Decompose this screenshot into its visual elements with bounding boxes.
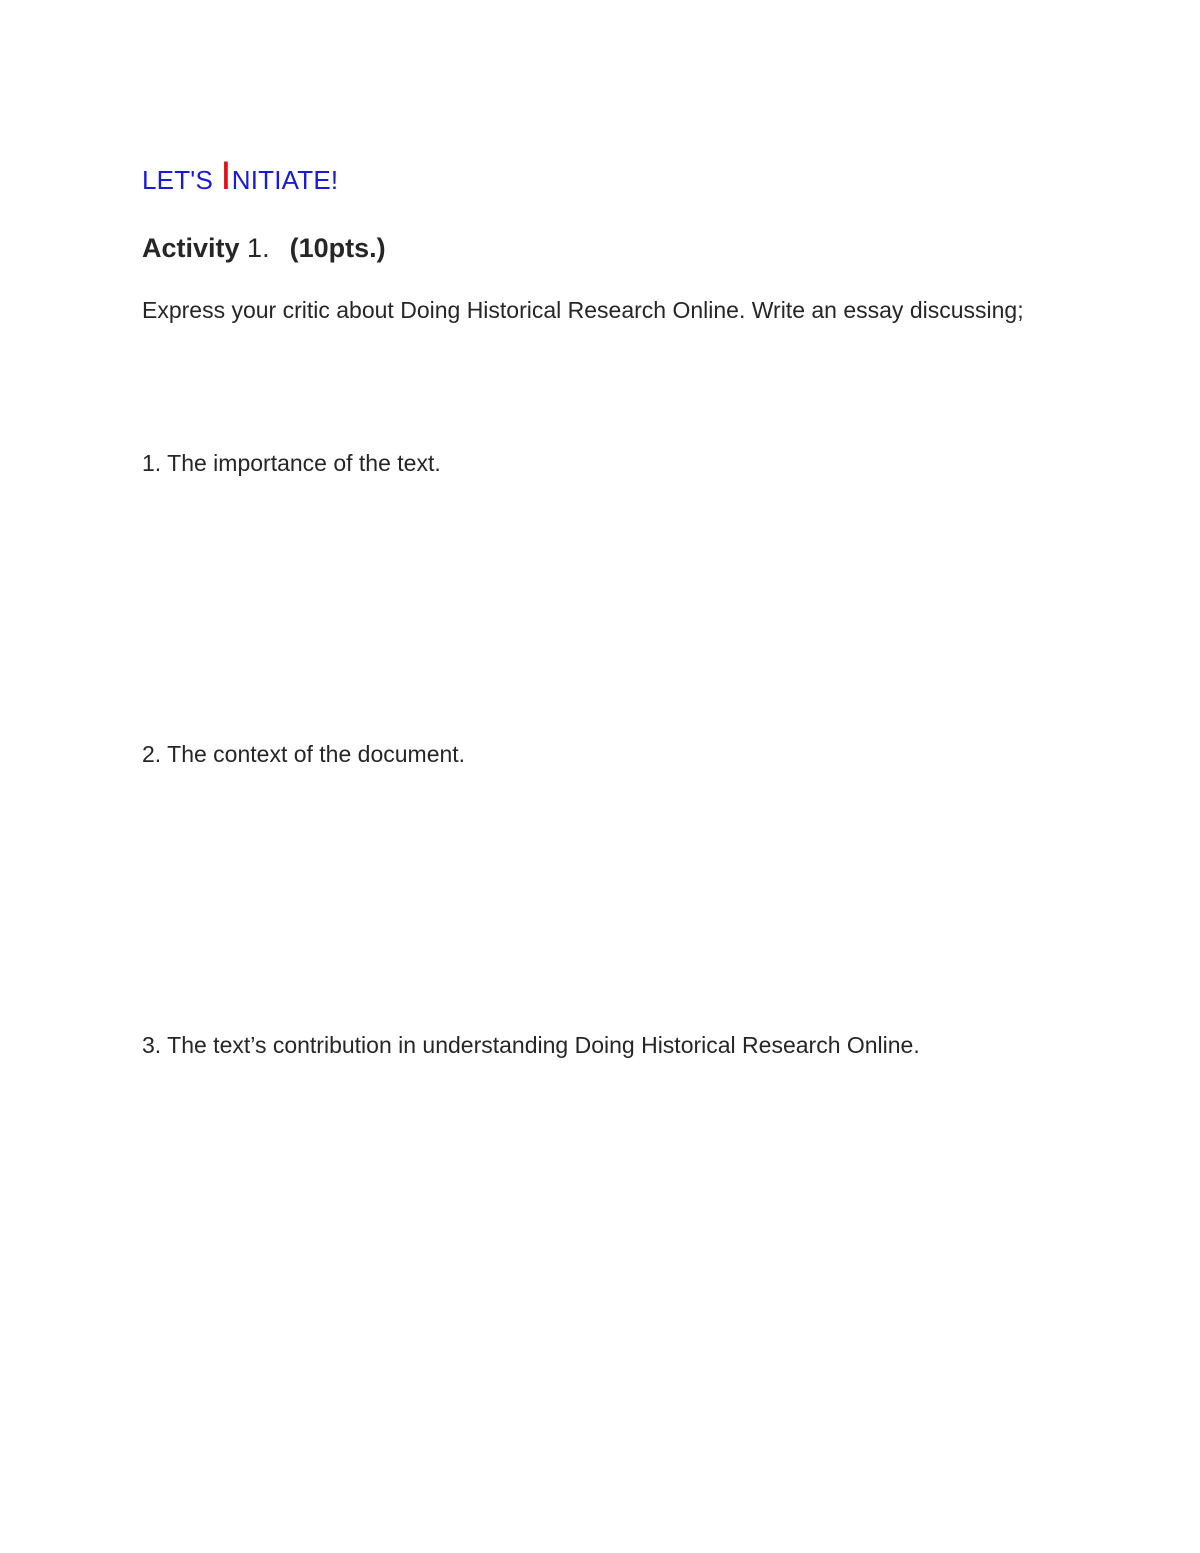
- heading-prefix: LET'S: [142, 165, 221, 195]
- list-item: 1. The importance of the text.: [142, 450, 441, 476]
- activity-title: [142, 228, 386, 268]
- heading-rest: NITIATE!: [231, 165, 339, 195]
- activity-number: 1.: [239, 233, 270, 263]
- list-item: 3. The text’s contribution in understanding Doing Historical Research Online.: [142, 1032, 920, 1058]
- heading-drop-cap: I: [220, 154, 232, 198]
- section-heading: [142, 156, 338, 200]
- list-item: 2. The context of the document.: [142, 741, 466, 767]
- activity-points: (10pts.): [289, 233, 386, 263]
- activity-instructions: Express your critic about Doing Historical Research Online. Write an essay discussing;: [142, 297, 1024, 323]
- activity-label: Activity: [142, 233, 240, 263]
